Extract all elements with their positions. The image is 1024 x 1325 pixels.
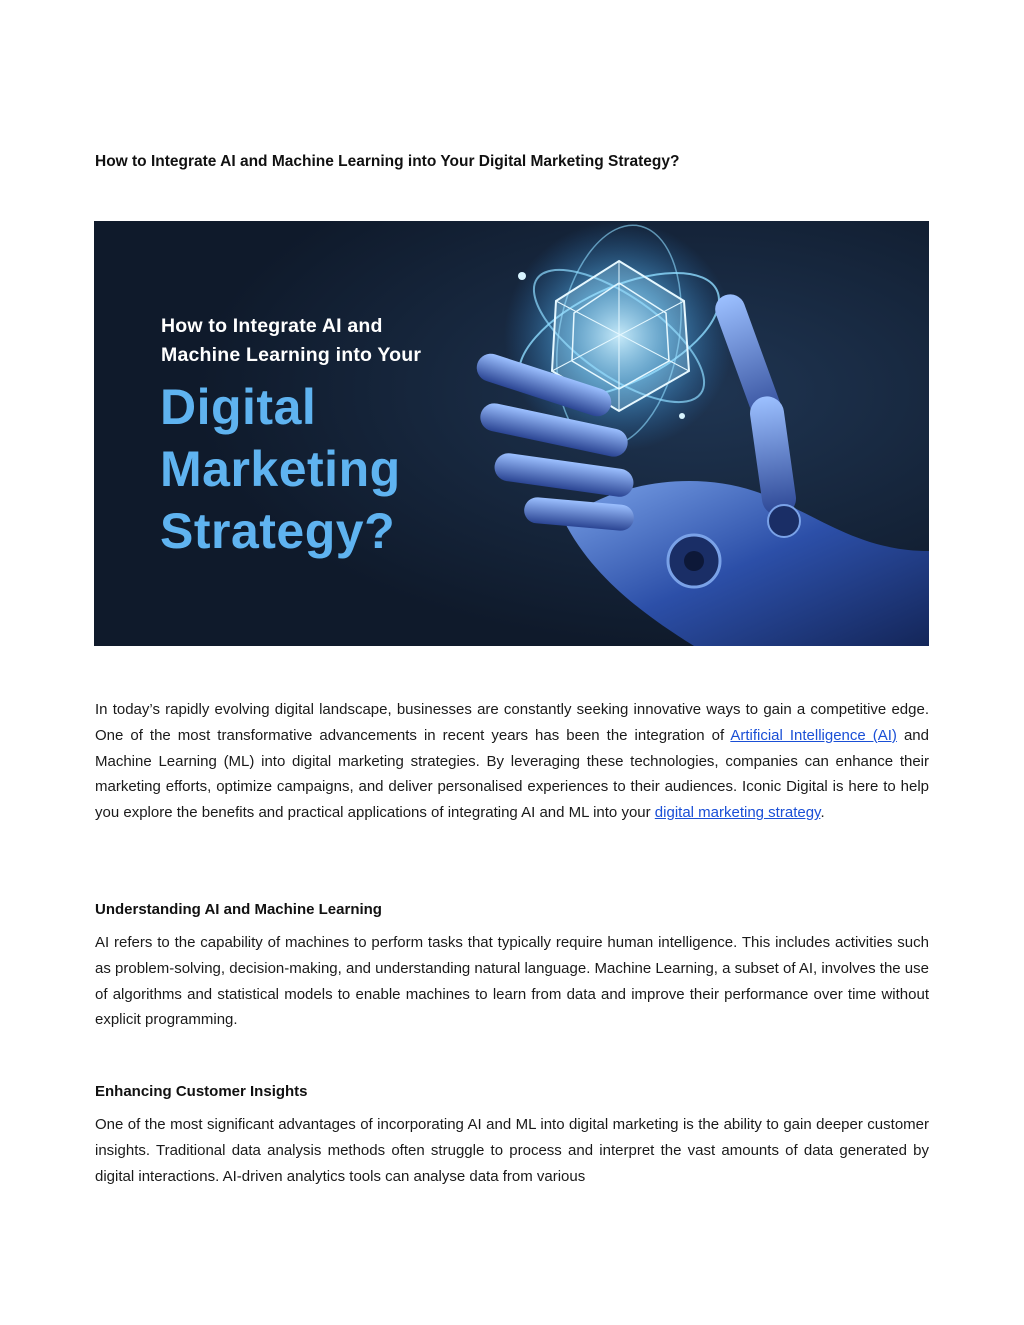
banner-subtitle-line-1: How to Integrate AI and	[161, 315, 383, 337]
banner-headline-line-1: Digital	[160, 379, 317, 435]
section-body-customer-insights: One of the most significant advantages of incorporating AI and ML into digital marketing is the ability to gain deeper customer insights. Traditional data analysis methods often struggle to process and interpret the vast amounts of data generated by digital interactions. AI-driven analytics tools can analyse data from various	[95, 1116, 929, 1185]
banner-headline-line-3: Strategy?	[160, 503, 396, 559]
section-heading-customer-insights: Enhancing Customer Insights	[95, 1083, 308, 1100]
artificial-intelligence-link[interactable]: Artificial Intelligence (AI)	[730, 726, 897, 744]
intro-text-1: In today’s rapidly evolving digital landscape, businesses are constantly seeking innovative ways to gain a competitive edge. One of the most transformative advancements in recent years has been the integration of	[95, 701, 929, 744]
intro-paragraph	[95, 697, 929, 826]
banner-headline-line-2: Marketing	[160, 441, 401, 497]
section-body-understanding: AI refers to the capability of machines to perform tasks that typically require human intelligence. This includes activities such as problem-solving, decision-making, and understanding natural language. Machine Learning, a subset of AI, involves the use of algorithms and statistical models to enable machines to learn from data and improve their performance over time without explicit programming.	[95, 934, 929, 1029]
document-title: How to Integrate AI and Machine Learning into Your Digital Marketing Strategy?	[95, 153, 680, 170]
intro-text-3: .	[820, 804, 825, 822]
intro-text-2: and Machine Learning (ML) into digital marketing strategies. By leveraging these technologies, companies can enhance their marketing efforts, optimize campaigns, and deliver personalised experiences to their audiences. Iconic Digital is here to help you explore the benefits and practical applications of integrating AI and ML into your	[95, 726, 929, 822]
digital-marketing-strategy-link[interactable]: digital marketing strategy	[654, 804, 821, 822]
section-heading-understanding: Understanding AI and Machine Learning	[95, 901, 382, 918]
banner-subtitle-line-2: Machine Learning into Your	[161, 344, 422, 366]
hero-banner-image	[94, 221, 929, 646]
